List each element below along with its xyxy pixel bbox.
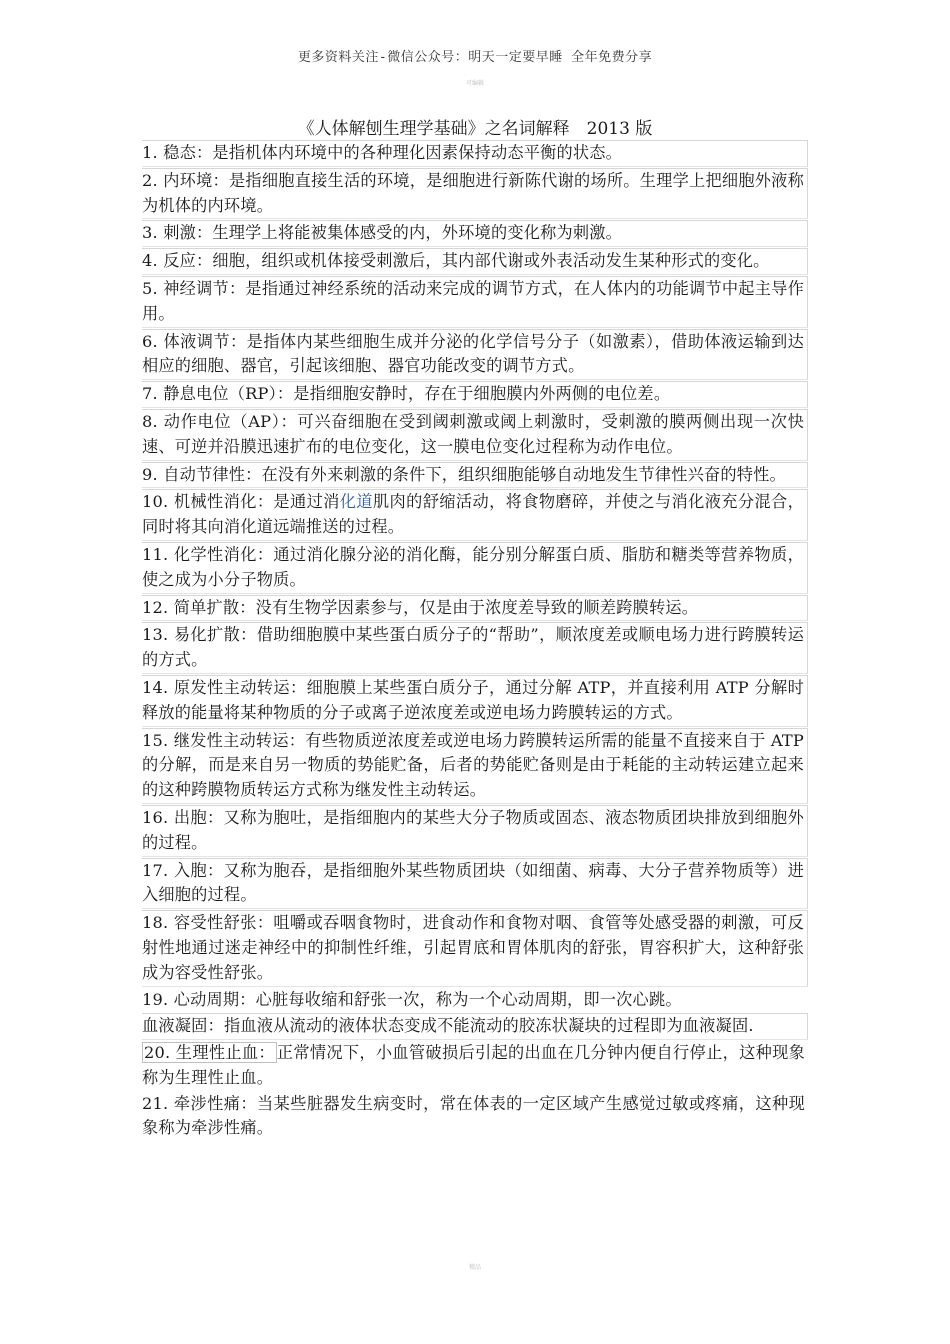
entry-7	[142, 381, 808, 408]
entry-text: 是指体内某些细胞生成并分泌的化学信号分子（如激素），借助体液运输到达相应的细胞、器官，引起该细胞、器官功能改变的调节方式。	[142, 331, 804, 376]
top-watermark: 可编辑	[465, 80, 484, 87]
entry-15	[142, 728, 808, 804]
entry-term: 1. 稳态：	[142, 143, 213, 162]
entry-text: 生理学上将能被集体感受的内，外环境的变化称为刺激。	[212, 223, 623, 243]
entry-term: 9. 自动节律性：	[142, 464, 262, 484]
entry-text: 通过消化腺分泌的消化酶，能分别分解蛋白质、脂肪和糖类等营养物质，使之成为小分子物质。	[142, 544, 805, 589]
entry-14	[142, 675, 808, 727]
entry-text: 细胞膜上某些蛋白质分子，通过分解 ATP，并直接利用 ATP 分解时释放的能量将某种物质的分子或离子逆浓度差或逆电场力跨膜转运的方式。	[142, 677, 804, 722]
entry-term: 18. 容受性舒张：	[142, 913, 274, 933]
entry-3	[142, 220, 808, 247]
entry-text: 咀嚼或吞咽食物时，进食动作和食物对咽、食管等处感受器的刺激，可反射性地通过迷走神经中的抑制性纤维，引起胃底和胃体肌肉的舒张，胃容积扩大，这种舒张成为容受性舒张。	[142, 913, 805, 982]
entry-11	[142, 542, 808, 594]
entry-8	[142, 409, 808, 461]
entry-text: 细胞，组织或机体接受刺激后，其内部代谢或外表活动发生某种形式的变化。	[212, 251, 770, 271]
entry-text-a: 是通过消	[273, 492, 340, 512]
entry-13	[142, 622, 808, 674]
entry-term: 16. 出胞：	[142, 807, 224, 827]
entry-1	[142, 140, 808, 167]
entry-term: 8. 动作电位（AP）：	[142, 411, 298, 431]
entry-text: 当某些脏器发生病变时，常在体表的一定区域产生感觉过敏或疼痛，这种现象称为牵涉性痛。	[142, 1093, 805, 1138]
entry-term: 3. 刺激：	[142, 223, 213, 243]
entry-text: 是指机体内环境中的各种理化因素保持动态平衡的状态。	[212, 143, 623, 162]
entry-text: 指血液从流动的液体状态变成不能流动的胶冻状凝块的过程即为血液凝固.	[223, 1016, 754, 1036]
entry-term: 20. 生理性止血：	[144, 1043, 275, 1063]
entry-text: 又称为胞吐，是指细胞内的某些大分子物质或固态、液态物质团块排放到细胞外的过程。	[142, 807, 804, 852]
entry-16	[142, 805, 808, 857]
entry-term: 4. 反应：	[142, 251, 213, 271]
entry-text: 有些物质逆浓度差或逆电场力跨膜转运所需的能量不直接来自于 ATP 的分解，而是来自另一物质的势能贮备，后者的势能贮备则是由于耗能的主动转运建立起来的这种跨膜物质转运方式称为继发性主动转运。	[142, 730, 804, 800]
entry-10	[142, 489, 808, 541]
entry-text: 借助细胞膜中某些蛋白质分子的“帮助”，顺浓度差或顺电场力进行跨膜转运的方式。	[142, 625, 804, 670]
entry-19	[142, 988, 808, 1013]
entry-text: 在没有外来刺激的条件下，组织细胞能够自动地发生节律性兴奋的特性。	[261, 464, 786, 484]
entry-text: 是指细胞安静时，存在于细胞膜内外两侧的电位差。	[293, 384, 671, 404]
entry-term: 21. 牵涉性痛：	[142, 1093, 257, 1113]
entry-term: 15. 继发性主动转运：	[142, 730, 306, 750]
entry-2	[142, 168, 808, 220]
entry-term: 12. 简单扩散：	[142, 597, 256, 617]
entry-term: 7. 静息电位（RP）：	[142, 384, 294, 404]
entry-text: 是指通过神经系统的活动来完成的调节方式，在人体内的功能调节中起主导作用。	[142, 278, 804, 323]
entry-text: 正常情况下，小血管破损后引起的出血在几分钟内便自行停止，这种现象称为生理性止血。	[142, 1043, 805, 1087]
entry-term: 19. 心动周期：	[142, 989, 256, 1009]
entry-term: 5. 神经调节：	[142, 278, 246, 298]
entry-term: 2. 内环境：	[142, 170, 229, 190]
entry-4	[142, 248, 808, 275]
entry-term: 14. 原发性主动转运：	[142, 677, 307, 697]
entry-text-b: 肌肉的舒缩活动，将食物磨碎，并使之与消化液充分混合，同时将其向消化道远端推送的过程。	[142, 492, 805, 537]
entry-6	[142, 329, 808, 381]
entry-term: 13. 易化扩散：	[142, 625, 257, 645]
entry-17	[142, 858, 808, 910]
entry-text: 是指细胞直接生活的环境，是细胞进行新陈代谢的场所。生理学上把细胞外液称为机体的内环境。	[142, 170, 804, 215]
entry-text: 可兴奋细胞在受到阈刺激或阈上刺激时，受刺激的膜两侧出现一次快速、可逆并沿膜迅速扩布的电位变化，这一膜电位变化过程称为动作电位。	[142, 411, 804, 456]
entry-term: 17. 入胞：	[142, 860, 224, 880]
digestive-tract-link[interactable]: 化道	[339, 492, 373, 512]
entry-blood-coagulation	[142, 1013, 808, 1040]
entry-text: 没有生物学因素参与，仅是由于浓度差导致的顺差跨膜转运。	[255, 597, 699, 617]
entry-21	[142, 1092, 808, 1142]
definitions-list	[142, 140, 808, 1142]
entry-18	[142, 910, 808, 986]
entry-9	[142, 462, 808, 489]
entry-text: 心脏每收缩和舒张一次，称为一个心动周期，即一次心跳。	[255, 989, 682, 1009]
entry-term: 血液凝固：	[142, 1016, 224, 1036]
document-title: 《人体解刨生理学基础》之名词解释 2013 版	[297, 119, 653, 139]
entry-5	[142, 276, 808, 328]
entry-12	[142, 595, 808, 622]
entry-term: 11. 化学性消化：	[142, 544, 274, 564]
entry-term: 6. 体液调节：	[142, 331, 247, 351]
bottom-watermark: 精品	[468, 1264, 481, 1271]
header-note: 更多资料关注-微信公众号：明天一定要早睡 全年免费分享	[297, 50, 653, 65]
entry-term: 10. 机械性消化：	[142, 492, 274, 512]
entry-text: 又称为胞吞，是指细胞外某些物质团块（如细菌、病毒、大分子营养物质等）进入细胞的过程。	[142, 860, 804, 905]
entry-20	[142, 1041, 808, 1091]
